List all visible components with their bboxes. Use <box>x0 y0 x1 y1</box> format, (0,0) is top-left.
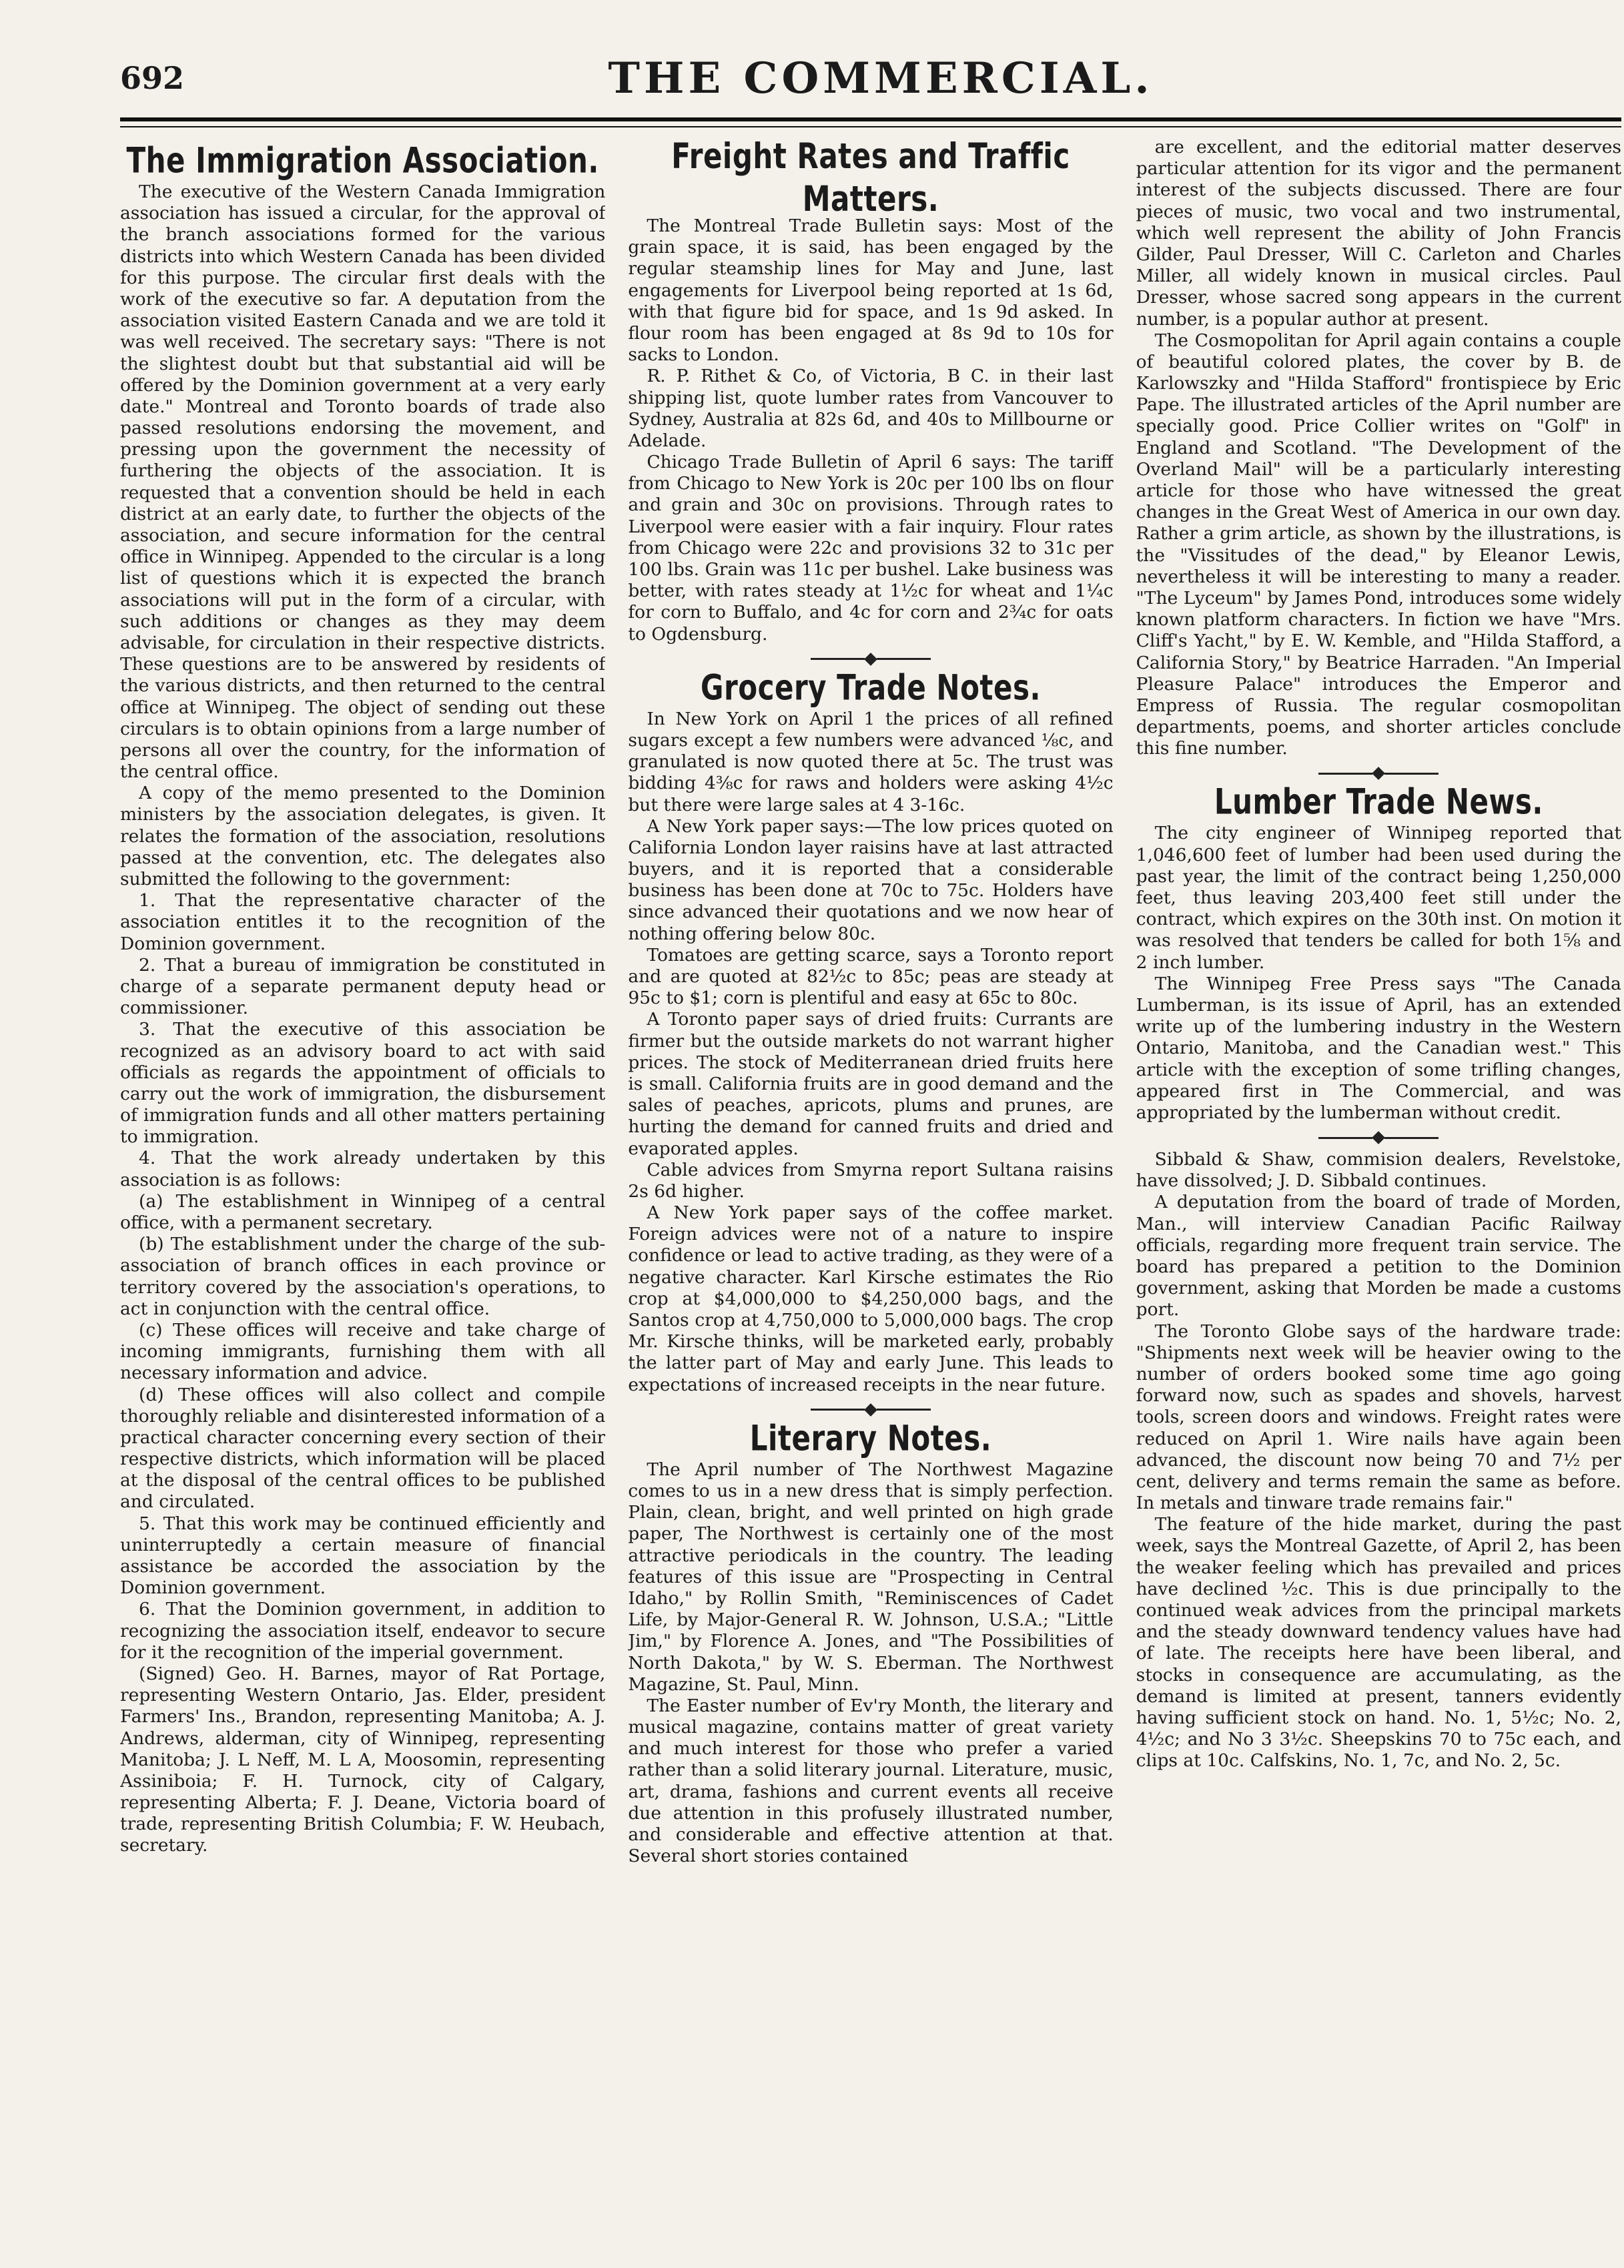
article-paragraph: The Cosmopolitan for April again contains a couple of beautiful colored plates, the cover by B. de Karlowszky and "Hilda Stafford" frontispiece by Eric Pape. The illustrated articles of the April number are specially good. Price Collier writes on "Golf" in England and Scotland. "The Development of the Overland Mail" will be a particularly interesting article for those who have witnessed the great changes in the Great West of America in our own day. Rather a grim article, as shown by the illustrations, is the "Vissitudes of the dead," by Eleanor Lewis, nevertheless it will be interesting to many a reader. "The Lyceum" by James Pond, introduces some widely known platform characters. In fiction we have "Mrs. Cliff's Yacht," by E. W. Kemble, and "Hilda Stafford, a California Story," by Beatrice Harraden. "An Imperial Pleasure Palace" introduces the Emperor and Empress of Russia. The regular cosmopolitan departments, poems, and shorter articles conclude this fine number. <box>1136 330 1621 759</box>
article-paragraph: A Toronto paper says of dried fruits: Currants are firmer but the outside markets do not warrant higher prices. The stock of Mediterranean dried fruits here is small. California fruits are in good demand and the sales of peaches, apricots, plums and prunes, are hurting the demand for canned fruits and dried and evaporated apples. <box>628 1009 1114 1159</box>
article-paragraph: A copy of the memo presented to the Dominion ministers by the association delegates, is given. It relates the formation of the association, resolutions passed at the convention, etc. The delegates also submitted the following to the government: <box>120 783 606 890</box>
article <box>628 667 1114 1396</box>
article-separator <box>811 1405 931 1415</box>
article-paragraph: The Montreal Trade Bulletin says: Most of the grain space, it is said, has been engaged by the regular steamship lines for May and June, last engagements for Liverpool being reported at 1s 6d, with that figure bid for space, and 1s 9d asked. In flour room has been engaged at 8s 9d to 10s for sacks to London. <box>628 216 1114 366</box>
page-number: 692 <box>120 60 185 96</box>
article <box>1136 1149 1621 1772</box>
article-paragraph: 2. That a bureau of immigration be constituted in charge of a separate permanent deputy head or commissioner. <box>120 954 606 1019</box>
article-paragraph: Tomatoes are getting scarce, says a Toronto report and are quoted at 82½c to 85c; peas are steady at 95c to $1; corn is plentiful and easy at 65c to 80c. <box>628 944 1114 1009</box>
article-paragraph: (c) These offices will receive and take charge of incoming immigrants, furnishing them with all necessary information and advice. <box>120 1319 606 1384</box>
article-paragraph: A New York paper says:—The low prices quoted on California London layer raisins have at last attracted buyers, and it is reported that a considerable business has been done at 70c to 75c. Holders have since advanced their quotations and we now hear of nothing offering below 80c. <box>628 815 1114 944</box>
article-paragraph: A New York paper says of the coffee market. Foreign advices were not of a nature to inspire confidence or lead to active trading, as they were of a negative character. Karl Kirsche estimates the Rio crop at $4,000,000 to $4,250,000 bags, and the Santos crop at 4,750,000 to 5,000,000 bags. The crop Mr. Kirsche thinks, will be marketed early, probably the latter part of May and early June. This leads to expectations of increased receipts in the near future. <box>628 1202 1114 1395</box>
article-paragraph: 5. That this work may be continued efficiently and uninterruptedly a certain measure of financial assistance be accorded the association by the Dominion government. <box>120 1513 606 1599</box>
article-paragraph: (Signed) Geo. H. Barnes, mayor of Rat Portage, representing Western Ontario, Jas. Elder, president Farmers' Ins., Brandon, representing Manitoba; A. J. Andrews, alderman, city of Winnipeg, representing Manitoba; J. L Neff, M. L A, Moosomin, representing Assiniboia; F. H. Turnock, city of Calgary, representing Alberta; F. J. Deane, Victoria board of trade, representing British Columbia; F. W. Heubach, secretary. <box>120 1663 606 1856</box>
article-title: The Immigration Association. <box>126 139 599 181</box>
masthead: THE COMMERCIAL. <box>608 53 1154 103</box>
article-paragraph: R. P. Rithet & Co, of Victoria, B C. in their last shipping list, quote lumber rates from Vancouver to Sydney, Australia at 82s 6d, and 40s to Millbourne or Adelade. <box>628 366 1114 451</box>
article-separator <box>811 655 931 664</box>
article-title: Lumber Trade News. <box>1214 781 1543 823</box>
page-columns <box>120 137 1621 2239</box>
article <box>628 137 1114 645</box>
article <box>120 139 606 1857</box>
article-paragraph: A deputation from the board of trade of Morden, Man., will interview Canadian Pacific Railway officials, regarding more frequent train service. The board has prepared a petition to the Dominion government, asking that Morden be made a customs port. <box>1136 1192 1621 1320</box>
article-paragraph: (d) These offices will also collect and compile thoroughly reliable and disinterested information of a practical character concerning every section of their respective districts, which information will be placed at the disposal of the central offices to be published and circulated. <box>120 1384 606 1513</box>
article-paragraph: In New York on April 1 the prices of all refined sugars except a few numbers were advanced ⅛c, and granulated is now quoted there at 5c. The trust was bidding 4⅜c for raws and holders were asking 4½c but there were large sales at 4 3-16c. <box>628 708 1114 815</box>
article <box>1136 137 1621 759</box>
article-paragraph: (a) The establishment in Winnipeg of a central office, with a permanent secretary. <box>120 1190 606 1234</box>
article-paragraph: The Easter number of Ev'ry Month, the literary and musical magazine, contains matter of great variety and much interest for those who prefer a varied rather than a solid literary journal. Literature, music, art, drama, fashions and current events all receive due attention in this profusely illustrated number, and considerable and effective attention at that. Several short stories contained <box>628 1695 1114 1867</box>
article <box>628 1417 1114 1868</box>
article-paragraph: are excellent, and the editorial matter deserves particular attention for its vigor and the permanent interest of the subjects discussed. There are four pieces of music, two vocal and two instrumental, which well represent the ability of John Francis Gilder, Paul Dresser, Will C. Carleton and Charles Miller, all widely known in musical circles. Paul Dresser, whose sacred song appears in the current number, is a popular author at present. <box>1136 137 1621 330</box>
article-paragraph: The April number of The Northwest Magazine comes to us in a new dress that is simply perfection. Plain, clean, bright, and well printed on high grade paper, The Northwest is certainly one of the most attractive periodicals in the country. The leading features of this issue are "Prospecting in Central Idaho," by Rollin Smith, "Reminiscences of Cadet Life, by Major-General R. W. Johnson, U.S.A.; "Little Jim," by Florence A. Jones, and "The Possibilities of North Dakota," by W. S. Eberman. The Northwest Magazine, St. Paul, Minn. <box>628 1459 1114 1695</box>
article-title: Literary Notes. <box>749 1417 992 1459</box>
article-separator <box>1318 1133 1439 1142</box>
article-title: Freight Rates and Traffic Matters. <box>671 137 1070 220</box>
article-paragraph: The executive of the Western Canada Immigration association has issued a circular, for the approval of the branch associations formed for the various districts into which Western Canada has been divided for this purpose. The circular first deals with the work of the executive so far. A deputation from the association visited Eastern Canada and we are told it was well received. The secretary says: "There is not the slightest doubt but that substantial aid will be offered by the Dominion government at a very early date." Montreal and Toronto boards of trade also passed resolutions endorsing the movement, and pressing upon the government the necessity of furthering the objects of the association. It is requested that a convention should be held in each district at an early date, to further the objects of the association, and secure information for the central office in Winnipeg. Appended to the circular is a long list of questions which it is expected the branch associations will put in the form of a circular, with such additions or changes as they may deem advisable, for circulation in their respective districts. These questions are to be answered by residents of the various districts, and then returned to the central office at Winnipeg. The object of sending out these circulars is to obtain opinions from a large number of persons all over the country, for the information of the central office. <box>120 181 606 783</box>
column-2 <box>628 137 1113 2239</box>
header-rule-thick <box>120 117 1621 121</box>
header-rule-thin <box>120 126 1621 127</box>
article-paragraph: 6. That the Dominion government, in addition to recognizing the association itself, endeavor to secure for it the recognition of the imperial government. <box>120 1599 606 1663</box>
article-separator <box>1318 769 1439 778</box>
article-paragraph: Cable advices from Smyrna report Sultana raisins 2s 6d higher. <box>628 1159 1114 1202</box>
article-paragraph: 1. That the representative character of the association entitles it to the recognition of the Dominion government. <box>120 890 606 954</box>
article-paragraph: (b) The establishment under the charge of the sub-association of branch offices in each province or territory covered by the association's operations, to act in conjunction with the central office. <box>120 1234 606 1319</box>
article-paragraph: The Toronto Globe says of the hardware trade: "Shipments next week will be heavier owing to the number of orders booked some time ago going forward now, such as spades and shovels, harvest tools, screen doors and windows. Freight rates were reduced on April 1. Wire nails have again been advanced, the discount now being 70 and 7½ per cent, delivery and terms remain the same as before. In metals and tinware trade remains fair." <box>1136 1320 1621 1514</box>
article <box>1136 781 1621 1124</box>
article-paragraph: The city engineer of Winnipeg reported that 1,046,600 feet of lumber had been used during the past year, the limit of the contract being 1,250,000 feet, thus leaving 203,400 feet still under the contract, which expires on the 30th inst. On motion it was resolved that tenders be called for both 1⅝ and 2 inch lumber. <box>1136 823 1621 973</box>
column-3 <box>1136 137 1621 2239</box>
article-title: Grocery Trade Notes. <box>701 667 1041 708</box>
article-paragraph: Sibbald & Shaw, commision dealers, Revelstoke, have dissolved; J. D. Sibbald continues. <box>1136 1149 1621 1192</box>
article-paragraph: 4. That the work already undertaken by this association is as follows: <box>120 1148 606 1190</box>
column-1 <box>120 137 605 2239</box>
article-paragraph: 3. That the executive of this association be recognized as an advisory board to act with said officials as regards the appointment of officials to carry out the work of immigration, the disbursement of immigration funds and all other matters pertaining to immigration. <box>120 1019 606 1148</box>
article-paragraph: The Winnipeg Free Press says "The Canada Lumberman, is its issue of April, has an extended write up of the lumbering industry in the Western Ontario, Manitoba, and the Canadian west." This article with the exception of some trifling changes, appeared first in The Commercial, and was appropriated by the lumberman without credit. <box>1136 973 1621 1123</box>
article-paragraph: The feature of the hide market, during the past week, says the Montreal Gazette, of April 2, has been the weaker feeling which has prevailed and prices have declined ½c. This is due principally to the continued weak advices from the principal markets and the steady downward tendency values have had of late. The receipts here have been liberal, and stocks in consequence are accumulating, as the demand is limited at present, tanners evidently having sufficient stock on hand. No. 1, 5½c; No. 2, 4½c; and No 3 3½c. Sheepskins 70 to 75c each, and clips at 10c. Calfskins, No. 1, 7c, and No. 2, 5c. <box>1136 1514 1621 1772</box>
article-paragraph: Chicago Trade Bulletin of April 6 says: The tariff from Chicago to New York is 20c per 100 lbs on flour and grain and 30c on provisions. Through rates to Liverpool were easier with a fair inquiry. Flour rates from Chicago were 22c and provisions 32 to 31c per 100 lbs. Grain was 11c per bushel. Lake business was better, with rates steady at 1½c for wheat and 1¼c for corn to Buffalo, and 4c for corn and 2¾c for oats to Ogdensburg. <box>628 452 1114 645</box>
